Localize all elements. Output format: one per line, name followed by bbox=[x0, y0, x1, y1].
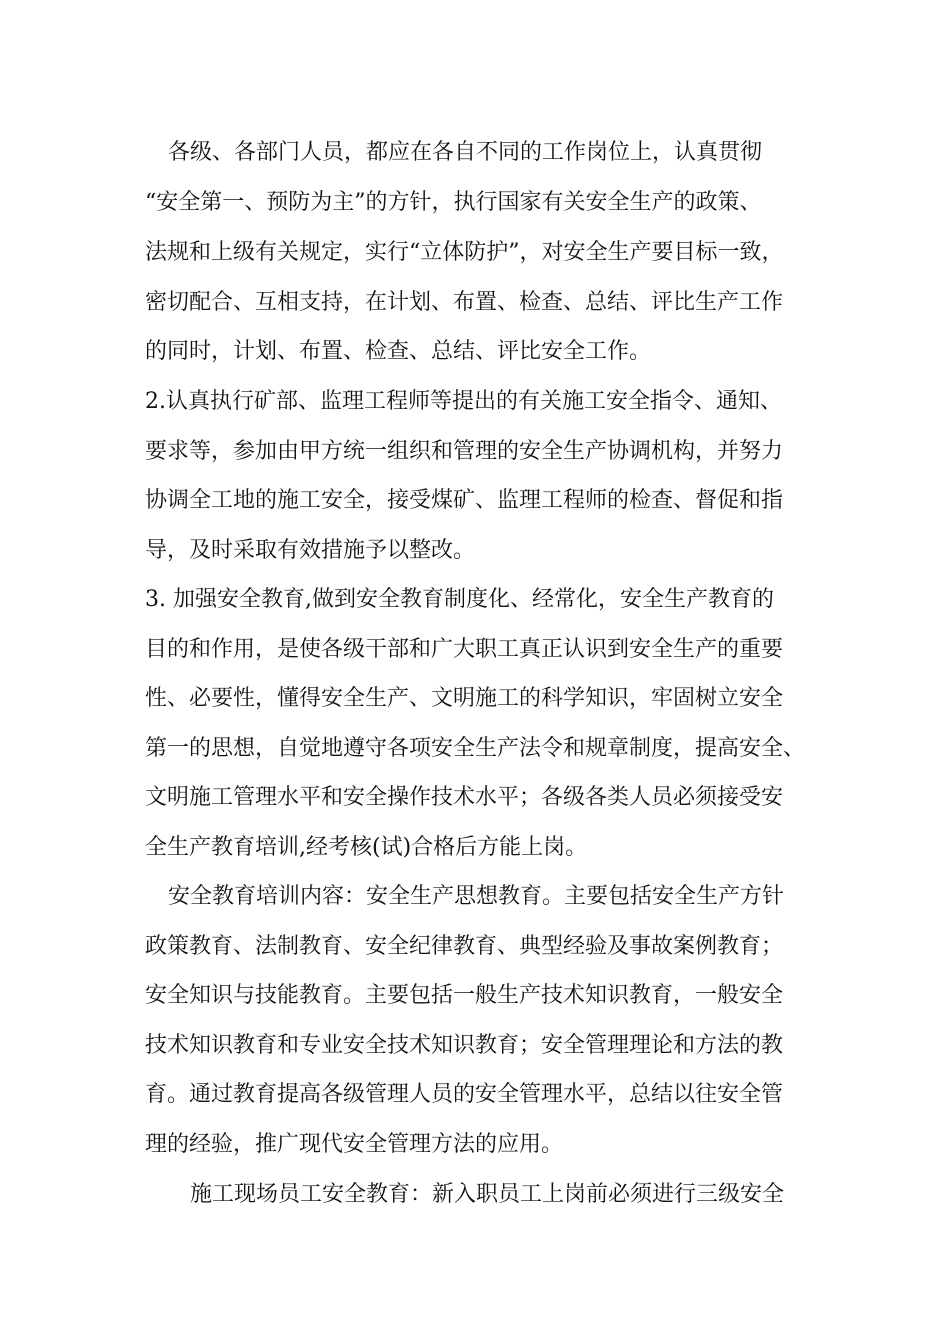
text-line: 文明施工管理水平和安全操作技术水平；各级各类人员必须接受安 bbox=[145, 785, 784, 810]
text-line: 技术知识教育和专业安全技术知识教育；安全管理理论和方法的教 bbox=[145, 1033, 784, 1058]
text-line: 政策教育、法制教育、安全纪律教育、典型经验及事故案例教育； bbox=[145, 934, 784, 959]
text-line: 安全教育培训内容：安全生产思想教育。主要包括安全生产方针 bbox=[168, 884, 785, 909]
text-line: 2.认真执行矿部、监理工程师等提出的有关施工安全指令、通知、 bbox=[145, 389, 782, 414]
text-line: 目的和作用，是使各级干部和广大职工真正认识到安全生产的重要 bbox=[145, 637, 784, 662]
text-line: “安全第一、预防为主”的方针，执行国家有关安全生产的政策、 bbox=[145, 190, 762, 215]
text-line: 要求等，参加由甲方统一组织和管理的安全生产协调机构，并努力 bbox=[145, 439, 784, 464]
text-line: 密切配合、互相支持，在计划、布置、检查、总结、评比生产工作 bbox=[145, 290, 784, 315]
text-line: 施工现场员工安全教育：新入职员工上岗前必须进行三级安全 bbox=[190, 1182, 785, 1207]
text-line: 协调全工地的施工安全，接受煤矿、监理工程师的检查、督促和指 bbox=[145, 488, 784, 513]
text-line: 第一的思想，自觉地遵守各项安全生产法令和规章制度，提高安全、 bbox=[145, 736, 806, 761]
text-line: 各级、各部门人员，都应在各自不同的工作岗位上，认真贯彻 bbox=[168, 140, 763, 165]
text-line: 法规和上级有关规定，实行“立体防护”，对安全生产要目标一致， bbox=[145, 240, 784, 265]
text-line: 全生产教育培训,经考核(试)合格后方能上岗。 bbox=[145, 835, 588, 860]
text-line: 安全知识与技能教育。主要包括一般生产技术知识教育，一般安全 bbox=[145, 983, 784, 1008]
text-line: 性、必要性，懂得安全生产、文明施工的科学知识，牢固树立安全 bbox=[145, 686, 784, 711]
text-line: 导，及时采取有效措施予以整改。 bbox=[145, 538, 476, 563]
text-line: 3. 加强安全教育,做到安全教育制度化、经常化，安全生产教育的 bbox=[145, 587, 774, 612]
text-line: 的同时，计划、布置、检查、总结、评比安全工作。 bbox=[145, 339, 652, 364]
text-line: 理的经验，推广现代安全管理方法的应用。 bbox=[145, 1132, 564, 1157]
text-line: 育。通过教育提高各级管理人员的安全管理水平，总结以往安全管 bbox=[145, 1082, 784, 1107]
